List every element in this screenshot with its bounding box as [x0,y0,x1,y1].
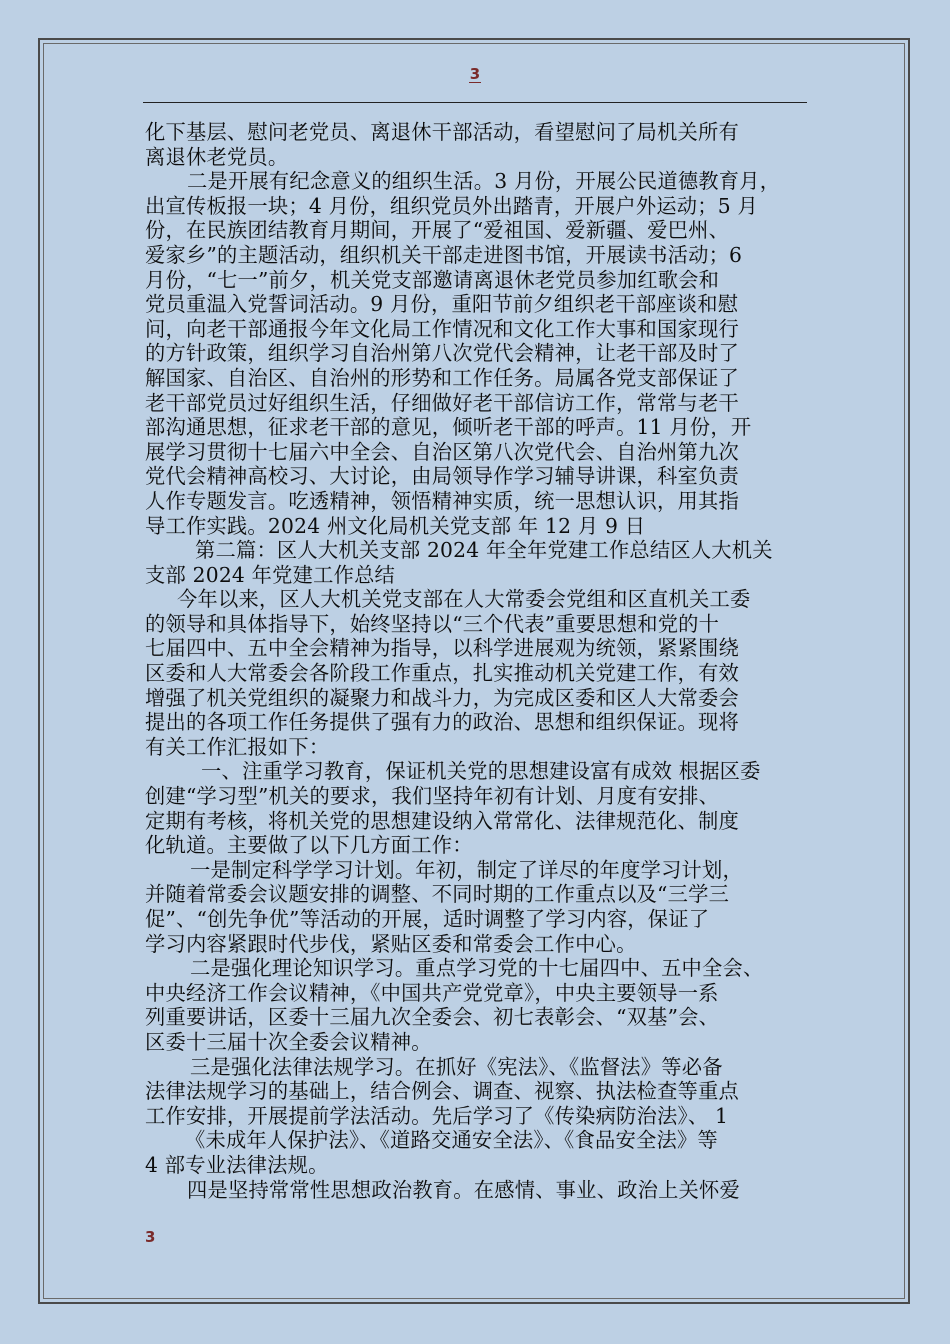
footer-page-number: 3 [145,1228,156,1246]
text-line: 工作安排，开展提前学法活动。先后学习了《传染病防治法》、 1 [145,1103,729,1128]
text-line: 份，在民族团结教育月期间，开展了“爱祖国、爱新疆、爱巴州、 [145,218,730,243]
text-line: 月份，“七一”前夕，机关党支部邀请离退休老党员参加红歌会和 [145,267,720,292]
document-body [145,120,813,1202]
text-line: 党代会精神高校习、大讨论，由局领导作学习辅导讲课，科室负责 [145,464,739,489]
text-line: 一、注重学习教育，保证机关党的思想建设富有成效 根据区委 [201,759,761,784]
text-line: 二是强化理论知识学习。重点学习党的十七届四中、五中全会、 [190,956,764,981]
text-line: 法律法规学习的基础上，结合例会、调查、视察、执法检查等重点 [145,1079,739,1104]
text-line: 问，向老干部通报今年文化局工作情况和文化工作大事和国家现行 [145,316,739,341]
text-line: 人作专题发言。吃透精神，领悟精神实质，统一思想认识，用其指 [145,488,739,513]
text-line: 化下基层、慰问老党员、离退休干部活动，看望慰问了局机关所有 [145,120,739,144]
text-line: 部沟通思想，征求老干部的意见，倾听老干部的呼声。11 月份，开 [145,415,752,440]
text-line: 学习内容紧跟时代步伐，紧贴区委和常委会工作中心。 [145,931,637,956]
text-line: 化轨道。主要做了以下几方面工作： [145,833,473,858]
header-page-number: 3 [469,65,481,83]
text-line: 四是坚持常常性思想政治教育。在感情、事业、政治上关怀爱 [187,1177,740,1202]
text-line: 增强了机关党组织的凝聚力和战斗力，为完成区委和区人大常委会 [145,685,739,710]
text-line: 解国家、自治区、自治州的形势和工作任务。局属各党支部保证了 [145,365,739,390]
text-line: 创建“学习型”机关的要求，我们坚持年初有计划、月度有安排、 [145,784,720,809]
text-line: 区委十三届十次全委会议精神。 [145,1029,432,1054]
text-line: 离退休老党员。 [145,144,289,169]
text-line: 并随着常委会议题安排的调整、不同时期的工作重点以及“三学三 [145,882,730,907]
text-line: 定期有考核，将机关党的思想建设纳入常常化、法律规范化、制度 [145,808,739,833]
text-line: 《未成年人保护法》、《道路交通安全法》、《食品安全法》等 [185,1128,718,1153]
text-line: 三是强化法律法规学习。在抓好《宪法》、《监督法》等必备 [190,1054,723,1079]
text-line: 4 部专业法律法规。 [145,1152,329,1177]
text-line: 导工作实践。2024 州文化局机关党支部 年 12 月 9 日 [145,513,646,538]
text-line: 的领导和具体指导下，始终坚持以“三个代表”重要思想和党的十 [145,611,720,636]
text-line: 老干部党员过好组织生活，仔细做好老干部信访工作，常常与老干 [145,390,739,415]
text-line: 有关工作汇报如下： [145,734,330,759]
text-line: 中央经济工作会议精神，《中国共产党党章》，中央主要领导一系 [145,980,719,1005]
section-heading-line: 第二篇：区人大机关支部 2024 年全年党建工作总结区人大机关 [195,538,773,563]
text-line: 的方针政策，组织学习自治州第八次党代会精神，让老干部及时了 [145,341,739,366]
header-divider [143,102,807,103]
text-line: 区委和人大常委会各阶段工作重点，扎实推动机关党建工作，有效 [145,661,739,686]
text-line: 一是制定科学学习计划。年初，制定了详尽的年度学习计划， [190,857,743,882]
text-line: 爱家乡”的主题活动，组织机关干部走进图书馆，开展读书活动；6 [145,242,743,267]
text-line: 提出的各项工作任务提供了强有力的政治、思想和组织保证。现将 [145,710,739,735]
text-line: 七届四中、五中全会精神为指导，以科学进展观为统领，紧紧围绕 [145,636,739,661]
text-line: 出宣传板报一块；4 月份，组织党员外出踏青，开展户外运动；5 月 [145,193,758,218]
text-line: 列重要讲话，区委十三届九次全委会、初七表彰会、“双基”会、 [145,1005,720,1030]
text-line: 二是开展有纪念意义的组织生活。3 月份，开展公民道德教育月， [187,169,781,194]
text-line: 促”、“创先争优”等活动的开展，适时调整了学习内容，保证了 [145,907,710,931]
text-line: 党员重温入党誓词活动。9 月份，重阳节前夕组织老干部座谈和慰 [145,292,739,317]
text-line: 展学习贯彻十七届六中全会、自治区第八次党代会、自治州第九次 [145,439,739,464]
text-line: 今年以来，区人大机关党支部在人大常委会党组和区直机关工委 [177,587,751,612]
section-heading-line: 支部 2024 年党建工作总结 [145,562,396,587]
